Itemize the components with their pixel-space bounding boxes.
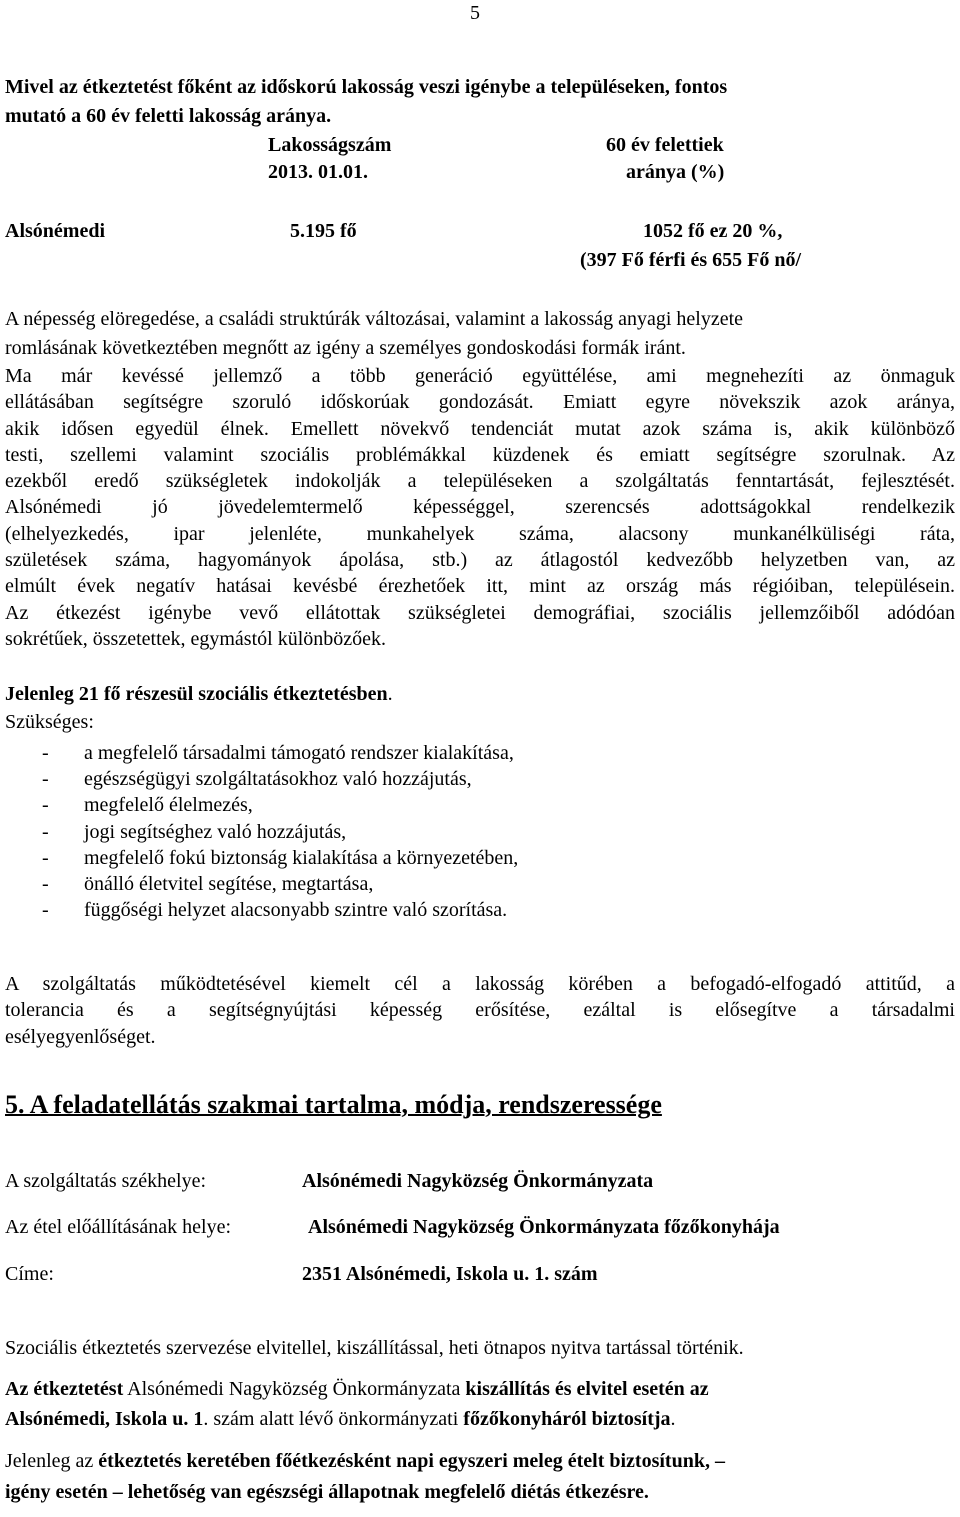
para1-line-1: A népesség elöregedése, a családi struktúrák változásai, valamint a lakosság anyagi helyzete bbox=[5, 308, 744, 330]
table-header-date: 2013. 01.01. bbox=[268, 161, 368, 183]
table-header-population: Lakosságszám bbox=[268, 134, 392, 156]
table-header-over60: 60 év felettiek bbox=[606, 134, 724, 156]
list-item: - megfelelő fokú biztonság kialakítása a környezetében, bbox=[42, 845, 518, 871]
para1-line-5: akik idősen egyedül élnek. Emellett növekvő tendenciát mutat azok száma is, akik különböző bbox=[5, 417, 955, 440]
para1-line-10: születések száma, hagyományok ápolása, stb.) az átlagostól kedvezőbb helyzetben van, az bbox=[5, 549, 955, 572]
para5-line-2: igény esetén – lehetőség van egészségi állapotnak megfelelő diétás étkezésre. bbox=[5, 1481, 649, 1503]
list-item: - egészségügyi szolgáltatásokhoz való hozzájutás, bbox=[42, 766, 518, 792]
seat-label: A szolgáltatás székhelye: bbox=[5, 1170, 207, 1192]
needs-heading: Szükséges: bbox=[5, 711, 94, 733]
para1-line-11: elmúlt évek negatív hatásai kevésbé érezhetőek itt, mint az ország más régióiban, településein. bbox=[5, 575, 955, 598]
seat-value: Alsónémedi Nagyközség Önkormányzata bbox=[302, 1170, 654, 1192]
para1-line-3: Ma már kevéssé jellemző a több generáció együttélése, ami megnehezíti az önmaguk bbox=[5, 365, 955, 387]
para1-line-12: Az étkezést igénybe vevő ellátottak szükségletei demográfiai, szociális jellemzőiből adódóan bbox=[5, 601, 955, 624]
para2-line-1: A szolgáltatás működtetésével kiemelt cél a lakosság körében a befogadó-elfogadó attitűd, a bbox=[5, 973, 955, 995]
period: . bbox=[387, 683, 393, 705]
para1-line-14 bbox=[5, 682, 393, 706]
list-item: - jogi segítséghez való hozzájutás, bbox=[42, 819, 518, 845]
list-dash: - bbox=[42, 820, 49, 843]
list-dash: - bbox=[42, 899, 49, 922]
list-item: - megfelelő élelmezés, bbox=[42, 792, 518, 818]
table-row-gender: (397 Fő férfi és 655 Fő nő/ bbox=[580, 249, 802, 271]
section-title: 5. A feladatellátás szakmai tartalma, módja, rendszeressége bbox=[5, 1090, 662, 1119]
list-dash: - bbox=[42, 873, 49, 896]
table-row-over60: 1052 fő ez 20 %, bbox=[643, 220, 783, 242]
list-item: - önálló életvitel segítése, megtartása, bbox=[42, 871, 518, 897]
para1-body bbox=[5, 363, 955, 652]
para1-line-13: sokrétűek, összetettek, egymástól különbözőek. bbox=[5, 627, 387, 650]
para1-line-8: Alsónémedi jó jövedelemtermelő képességgel, szerencsés adottságokkal rendelkezik bbox=[5, 496, 955, 519]
para2 bbox=[5, 971, 955, 1050]
para1-line-7: ezekből eredő szükségletek indokolják a településeken a szolgáltatás fenntartását, fejlesztését. bbox=[5, 470, 955, 493]
para1-line-6: testi, szellemi valamint szociális problémákkal küzdenek és emiatt segítségre szorulnak. Az bbox=[5, 443, 955, 466]
kitchen-value: Alsónémedi Nagyközség Önkormányzata főzőkonyhája bbox=[308, 1216, 780, 1238]
needs-list bbox=[42, 740, 518, 923]
para1-line-9: (elhelyezkedés, ipar jelenléte, munkahelyek száma, alacsony munkanélküliségi ráta, bbox=[5, 522, 955, 545]
para1-line-4: ellátásában segítségre szoruló időskorúak gondozását. Emiatt egyre növekszik azok aránya, bbox=[5, 391, 955, 414]
table-header-ratio: aránya (%) bbox=[626, 161, 725, 183]
current-recipients: Jelenleg 21 fő részesül szociális étkeztetésben bbox=[5, 683, 388, 705]
para1-line-2: romlásának következtében megnőtt az igény a személyes gondoskodási formák iránt. bbox=[5, 337, 686, 359]
address-value: 2351 Alsónémedi, Iskola u. 1. szám bbox=[302, 1263, 598, 1285]
intro-line-2: mutató a 60 év feletti lakosság aránya. bbox=[5, 105, 332, 127]
list-dash: - bbox=[42, 794, 49, 817]
para2-line-2: tolerancia és a segítségnyújtási képesség erősítése, ezáltal is elősegítve a társadalmi bbox=[5, 999, 955, 1022]
table-row-name: Alsónémedi bbox=[5, 220, 105, 242]
para4-line-1: Az étkeztetést Alsónémedi Nagyközség Önkormányzata kiszállítás és elvitel esetén az bbox=[5, 1378, 709, 1400]
address-label: Címe: bbox=[5, 1263, 54, 1285]
para5-line-1: Jelenleg az étkeztetés keretében főétkezésként napi egyszeri meleg ételt biztosítunk, – bbox=[5, 1450, 725, 1472]
table-row-population: 5.195 fő bbox=[290, 220, 357, 242]
intro-line-1: Mivel az étkeztetést főként az időskorú lakosság veszi igénybe a településeken, fontos bbox=[5, 76, 728, 98]
list-item: - függőségi helyzet alacsonyabb szintre való szorítása. bbox=[42, 897, 518, 923]
para2-line-3: esélyegyenlőséget. bbox=[5, 1025, 156, 1048]
page-number: 5 bbox=[470, 2, 480, 24]
list-item: - a megfelelő társadalmi támogató rendszer kialakítása, bbox=[42, 740, 518, 766]
list-dash: - bbox=[42, 742, 49, 764]
kitchen-label: Az étel előállításának helye: bbox=[5, 1216, 232, 1238]
list-dash: - bbox=[42, 768, 49, 791]
para3: Szociális étkeztetés szervezése elvitellel, kiszállítással, heti ötnapos nyitva tartással történik. bbox=[5, 1337, 744, 1359]
para4-line-2: Alsónémedi, Iskola u. 1. szám alatt lévő önkormányzati főzőkonyháról biztosítja. bbox=[5, 1408, 676, 1430]
list-dash: - bbox=[42, 846, 49, 869]
